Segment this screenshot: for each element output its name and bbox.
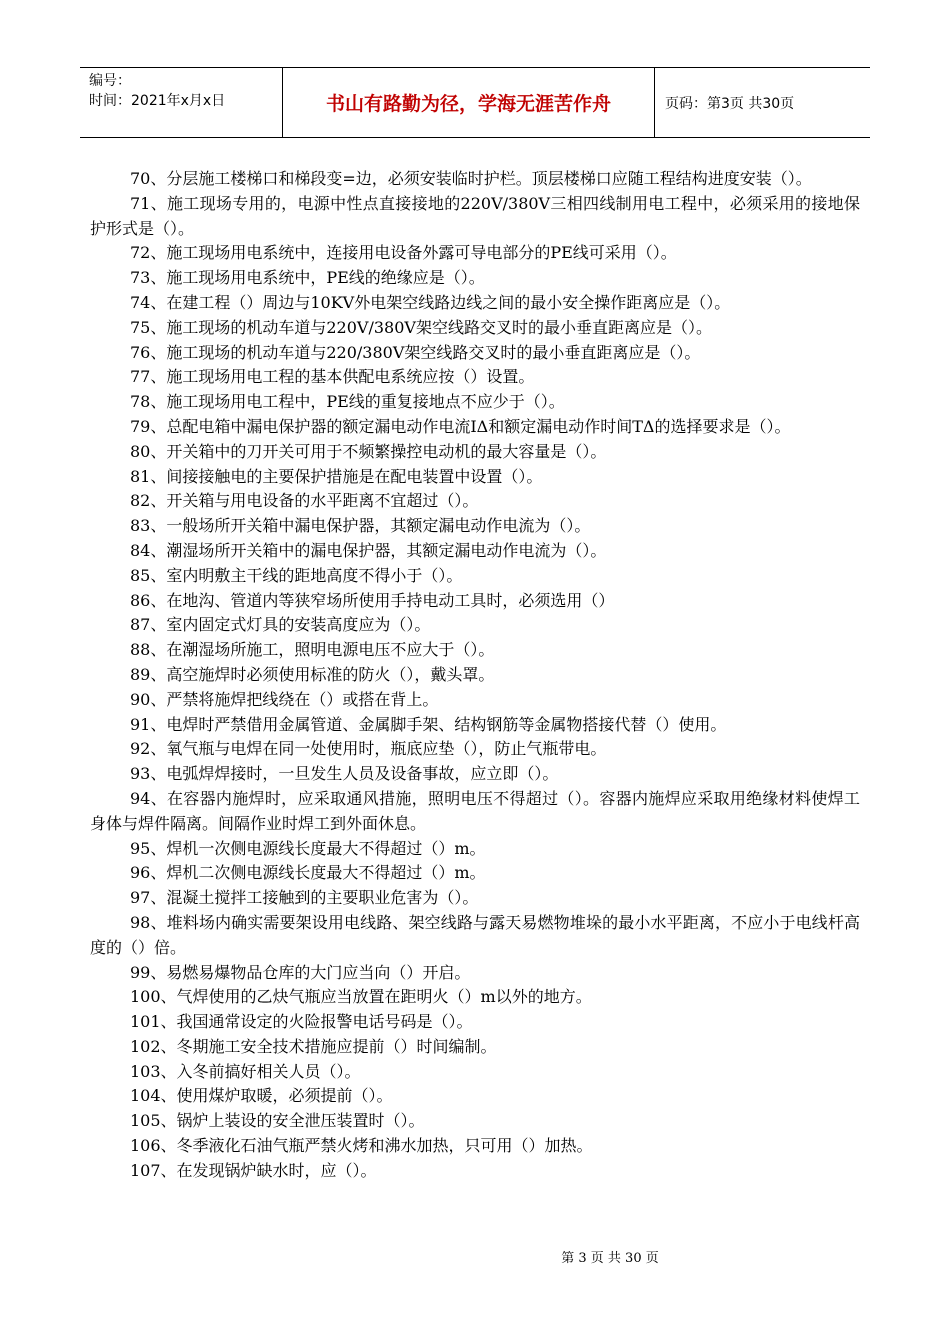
document-number-label: 编号：	[89, 73, 131, 89]
question-item: 91、电焊时严禁借用金属管道、金属脚手架、结构钢筋等金属物搭接代替（）使用。	[130, 714, 727, 734]
question-item: 74、在建工程（）周边与10KV外电架空线路边线之间的最小安全操作距离应是（）。	[130, 292, 731, 312]
question-item: 78、施工现场用电工程中，PE线的重复接地点不应少于（）。	[130, 392, 565, 412]
header-meta	[80, 68, 283, 137]
question-item: 106、冬季液化石油气瓶严禁火烤和沸水加热，只可用（）加热。	[130, 1136, 593, 1156]
question-item: 83、一般场所开关箱中漏电保护器，其额定漏电动作电流为（）。	[130, 516, 591, 536]
question-item: 75、施工现场的机动车道与220V/380V架空线路交叉时的最小垂直距离应是（）。	[130, 317, 712, 337]
question-item: 96、焊机二次侧电源线长度最大不得超过（）m。	[130, 863, 486, 883]
question-item: 77、施工现场用电工程的基本供配电系统应按（）设置。	[130, 367, 535, 387]
document-date: 时间：2021年x月x日	[89, 93, 226, 109]
question-item: 93、电弧焊焊接时，一旦发生人员及设备事故，应立即（）。	[130, 764, 559, 784]
question-item: 86、在地沟、管道内等狭窄场所使用手持电动工具时，必须选用（）	[130, 590, 615, 610]
question-item: 99、易燃易爆物品仓库的大门应当向（）开启。	[130, 962, 471, 982]
question-item: 84、潮湿场所开关箱中的漏电保护器，其额定漏电动作电流为（）。	[130, 540, 607, 560]
question-item: 81、间接接触电的主要保护措施是在配电装置中设置（）。	[130, 466, 543, 486]
question-item: 105、锅炉上装设的安全泄压装置时（）。	[130, 1111, 425, 1131]
question-item: 79、总配电箱中漏电保护器的额定漏电动作电流IΔ和额定漏电动作时间TΔ的选择要求是（）。	[130, 416, 791, 436]
question-item: 102、冬期施工安全技术措施应提前（）时间编制。	[130, 1036, 497, 1056]
question-item: 103、入冬前搞好相关人员（）。	[130, 1061, 361, 1081]
page-header	[80, 67, 870, 138]
question-item: 85、室内明敷主干线的距地高度不得小于（）。	[130, 565, 463, 585]
question-item: 95、焊机一次侧电源线长度最大不得超过（）m。	[130, 838, 486, 858]
question-item: 100、气焊使用的乙炔气瓶应当放置在距明火（）m以外的地方。	[130, 987, 592, 1007]
question-item: 70、分层施工楼梯口和梯段变=边，必须安装临时护栏。顶层楼梯口应随工程结构进度安装（）。	[130, 169, 812, 188]
question-item: 101、我国通常设定的火险报警电话号码是（）。	[130, 1012, 473, 1032]
question-item: 92、氧气瓶与电焊在同一处使用时，瓶底应垫（），防止气瓶带电。	[130, 739, 607, 759]
question-item: 89、高空施焊时必须使用标准的防火（），戴头罩。	[130, 664, 495, 684]
question-item: 73、施工现场用电系统中，PE线的绝缘应是（）。	[130, 268, 485, 288]
question-item: 94、在容器内施焊时，应采取通风措施，照明电压不得超过（）。容器内施焊应采取用绝缘材料使焊工身体与焊件隔离。间隔作业时焊工到外面休息。	[90, 788, 860, 833]
header-page-info: 页码：第3页 共30页	[665, 95, 795, 112]
question-item: 87、室内固定式灯具的安装高度应为（）。	[130, 615, 431, 635]
page-footer	[0, 1247, 950, 1266]
question-item: 98、堆料场内确实需要架设用电线路、架空线路与露天易燃物堆垛的最小水平距离，不应小于电线杆高度的（）倍。	[90, 912, 860, 957]
question-item: 104、使用煤炉取暖，必须提前（）。	[130, 1086, 393, 1106]
question-item: 72、施工现场用电系统中，连接用电设备外露可导电部分的PE线可采用（）。	[130, 243, 677, 263]
question-item: 71、施工现场专用的，电源中性点直接接地的220V/380V三相四线制用电工程中，必须采用的接地保护形式是（）。	[90, 193, 860, 238]
question-item: 90、严禁将施焊把线绕在（）或搭在背上。	[130, 689, 439, 709]
question-item: 82、开关箱与用电设备的水平距离不宜超过（）。	[130, 491, 479, 511]
question-item: 76、施工现场的机动车道与220/380V架空线路交叉时的最小垂直距离应是（）。	[130, 342, 701, 362]
question-item: 97、混凝土搅拌工接触到的主要职业危害为（）。	[130, 888, 479, 908]
question-item: 107、在发现锅炉缺水时，应（）。	[130, 1160, 377, 1180]
question-item: 80、开关箱中的刀开关可用于不频繁操控电动机的最大容量是（）。	[130, 441, 607, 461]
footer-page-number: 第 3 页 共 30 页	[561, 1251, 659, 1266]
question-list	[90, 167, 860, 1184]
question-item: 88、在潮湿场所施工，照明电源电压不应大于（）。	[130, 640, 495, 660]
header-motto: 书山有路勤为径，学海无涯苦作舟	[283, 68, 655, 137]
